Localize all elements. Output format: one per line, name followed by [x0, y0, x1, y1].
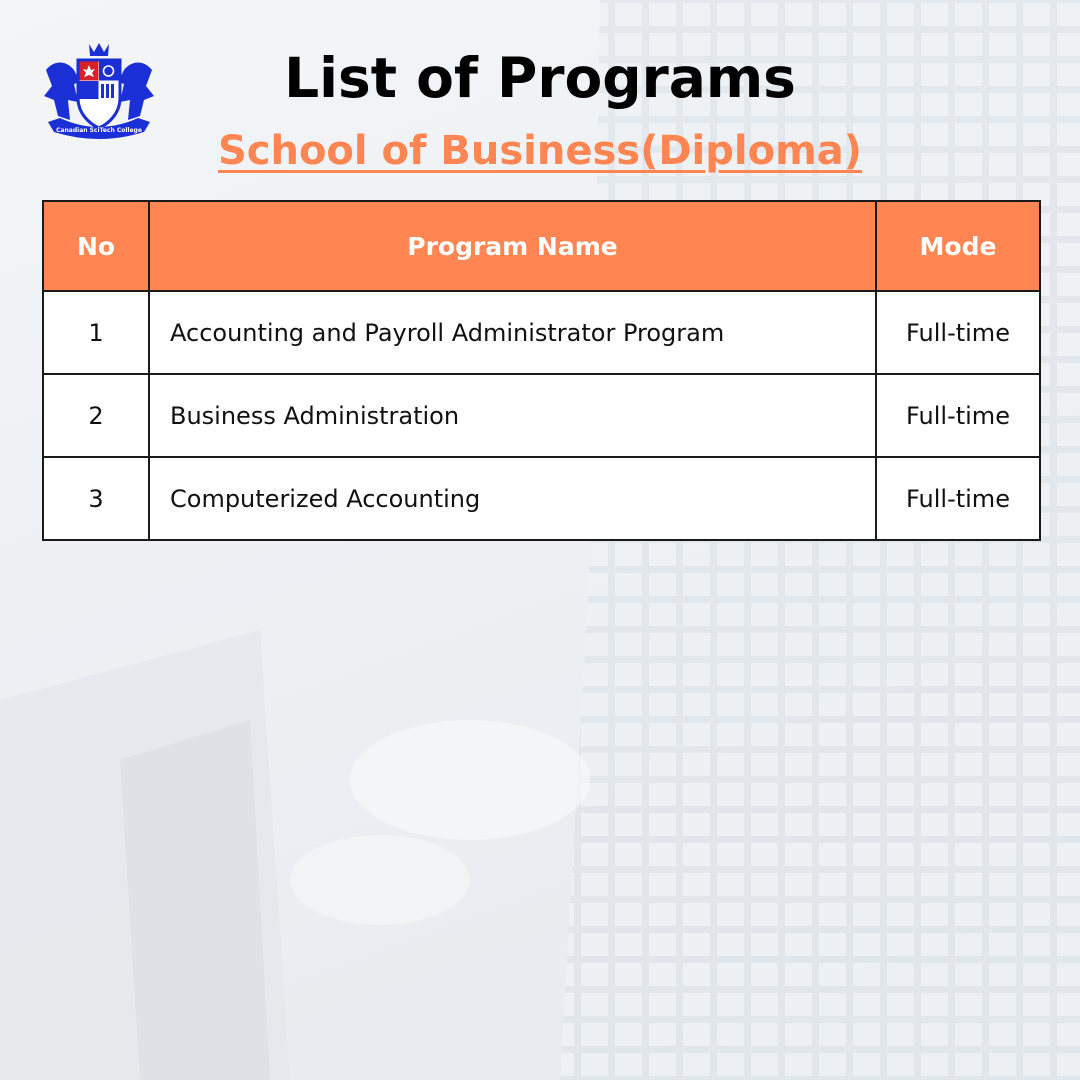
program-mode: Full-time — [876, 374, 1040, 457]
program-name: Computerized Accounting — [149, 457, 876, 540]
page-subtitle: School of Business(Diploma) — [217, 128, 863, 174]
column-header-program-name: Program Name — [149, 201, 876, 291]
column-header-no: No — [43, 201, 149, 291]
programs-table — [42, 200, 1041, 541]
table-header-row — [43, 201, 1040, 291]
table-row — [43, 291, 1040, 374]
program-mode: Full-time — [876, 291, 1040, 374]
table-row — [43, 457, 1040, 540]
column-header-mode: Mode — [876, 201, 1040, 291]
program-mode: Full-time — [876, 457, 1040, 540]
page-title: List of Programs — [284, 46, 796, 110]
row-number: 1 — [43, 291, 149, 374]
row-number: 2 — [43, 374, 149, 457]
table-row — [43, 374, 1040, 457]
program-name: Accounting and Payroll Administrator Program — [149, 291, 876, 374]
program-name: Business Administration — [149, 374, 876, 457]
row-number: 3 — [43, 457, 149, 540]
logo-text: Canadian SciTech College — [56, 127, 142, 134]
